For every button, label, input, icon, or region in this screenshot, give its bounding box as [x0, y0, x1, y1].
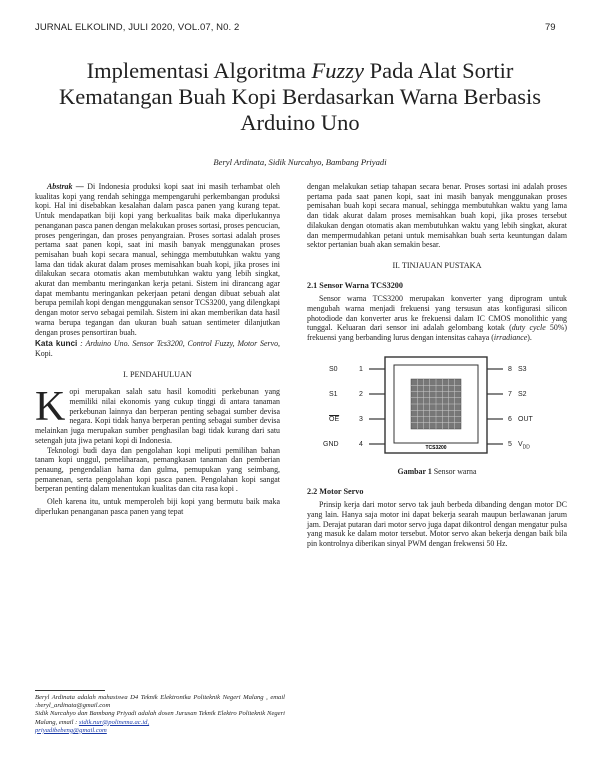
- email-link-1[interactable]: sidik.nur@polinema.ac.id,: [78, 718, 150, 726]
- pin-s2-label: S2: [518, 390, 527, 398]
- photodiode-array: [411, 379, 461, 429]
- pin-3-number: 3: [359, 415, 363, 423]
- footnote-line-1: Beryl Ardinata adalah mahasiswa D4 Teknik Elektronika Politeknik Negeri Malang , email :beryl_ardinata@gmail.com: [35, 694, 285, 710]
- footnote-line-2: Sidik Nurcahyo dan Bambang Priyadi adalah dosen Jurusan Teknik Elektro Politeknik Negeri Malang, email : sidik.nur@polinema.ac.id,: [35, 710, 285, 726]
- keywords: Kata kunci : Arduino Uno. Sensor Tcs3200, Control Fuzzy, Motor Servo, Kopi.: [35, 339, 280, 358]
- left-pin-leads: [369, 369, 385, 444]
- right-pin-leads: [487, 369, 503, 444]
- paper-title: Implementasi Algoritma Fuzzy Pada Alat Sortir Kematangan Buah Kopi Berdasarkan Warna Berbasis Arduino Uno: [59, 58, 541, 135]
- pin-2-number: 2: [359, 390, 363, 398]
- intro-continuation: dengan melakukan setiap tahapan secara benar. Proses sortasi ini adalah proses pertama pada saat panen kopi, saat ini masih banyak menggunakan proses pemisahan buah kopi secara manual, sehingga membutuhkan waktu yang lama dan tidak akurat dalam proses memisahkan buah kopi, jika proses tersebut dilakukan dengan otomatis akan membutuhkan waktu yang lebih singkat, akurat dan mempermudahkan petani untuk memisahkan buah serta keuntungan dalam sektor pertanian buah akan semakin besar.: [307, 182, 567, 250]
- pin-1-number: 1: [359, 365, 363, 373]
- pin-s3-label: S3: [518, 365, 527, 373]
- section-heading-tinjauan: II. TINJAUAN PUSTAKA: [392, 260, 482, 270]
- footnote-rule: [35, 690, 105, 691]
- pin-7-number: 7: [508, 390, 512, 398]
- pin-vdd-label: $V_{DD}$: [518, 440, 530, 451]
- pin-6-number: 6: [508, 415, 512, 423]
- pin-oe-label: $\overline{OE}$: [329, 415, 340, 423]
- abstract: Abstrak — Di Indonesia produksi kopi saat ini masih terhambat oleh kualitas kopi yang rendah sehingga mempengaruhi perkembangan produksi kopi. Hal ini disebabkan kesalahan dalam pasca panen yang kurang tepat. Untuk mendapatkan biji kopi yang berkualitas baik maka diperlukannya penanganan pasca panen dengan melakukan proses sortasi, proses pencucian, proses pengeringan, dan proses penyangraian. Proses sortasi adalah proses pertama saat panen kopi, saat ini masih banyak menggunakan proses pemisahan buah kopi secara manual, sehingga membutuhkan waktu yang lama dan tidak akurat dalam proses memisahkan buah kopi, jika proses ini dilakukan secara otomatis akan membutuhkan waktu yang lebih singkat, akurat dan membantu meringankan kerja petani. Sistem ini dirancang agar dapat membantu meringankan pekerjaan petani dengan dibuat sebuah alat berupa pemilah kopi dengan menggunakan sensor TCS3200, yang dilengkapi dengan motor servo sebagai pemilah. Sistem ini akan memberikan data hasil warna berupa tegangan dan ukuran buah satuan sentimeter dilanjutkan dengan proses pensortiran buah.: [35, 182, 280, 337]
- right-column: [307, 182, 567, 549]
- sensor-paragraph: Sensor warna TCS3200 merupakan konverter yang diprogram untuk mengubah warna menjadi frekuensi yang tersusun atas konfigurasi silicon photodiode dan konverter arus ke frekuensi dalam IC CMOS monolithic yang tunggal. Keluaran dari sensor ini adalah gelombang kotak (duty cycle 50%) frekuensi yang berbanding lurus dengan intensitas cahaya (irradiance).: [307, 294, 567, 343]
- figure-caption: Gambar 1 Sensor warna: [397, 466, 477, 476]
- pin-5-number: 5: [508, 440, 512, 448]
- journal-header: JURNAL ELKOLIND, JULI 2020, VOL.07, N0. 2: [35, 22, 240, 33]
- chip-label: TCS3200: [425, 444, 447, 451]
- pin-out-label: OUT: [518, 415, 533, 423]
- left-column: [35, 182, 280, 517]
- section-heading-pendahuluan: I. PENDAHULUAN: [123, 369, 192, 379]
- pin-gnd-label: GND: [323, 440, 339, 448]
- intro-paragraph-1: Kopi merupakan salah satu hasil komoditi perkebunan yang memiliki nilai ekonomis yang cukup tinggi di antara tanaman perkebunan lainnya dan berperan penting sebagai sumber devisa negara. Kopi tidak hanya berperan penting sebagai sumber devisa melainkan juga merupakan sumber penghasilan bagi tidak kurang dari satu setengah juta jiwa petani kopi di Indonesia.: [35, 384, 280, 445]
- pin-8-number: 8: [508, 365, 512, 373]
- servo-paragraph: Prinsip kerja dari motor servo tak jauh berbeda dibanding dengan motor DC yang lain. Hanya saja motor ini dapat bekerja searah maupun berlawanan jarum jam. Derajat putaran dari motor servo juga dapat dikontrol dengan mengatur pulsa yang masuk ke dalam motor tersebut. Motor servo akan bekerja dengan baik bila pin kontrolnya diberikan sinyal PWM dengan frekwensi 50 Hz.: [307, 500, 567, 549]
- subsection-heading-servo: 2.2 Motor Servo: [307, 486, 364, 496]
- pin-s1-label: S1: [329, 390, 338, 398]
- authors: Beryl Ardinata, Sidik Nurcahyo, Bambang Priyadi: [213, 157, 387, 167]
- page-number: 79: [545, 22, 556, 33]
- footnote: [35, 694, 285, 735]
- pin-4-number: 4: [359, 440, 363, 448]
- sensor-figure: [307, 351, 567, 463]
- email-link-2[interactable]: priyadibebeng@gmail.com: [35, 726, 107, 734]
- pin-s0-label: S0: [329, 365, 338, 373]
- intro-paragraph-3: Oleh karena itu, untuk memperoleh biji kopi yang bermutu baik maka diperlukan penanganan pasca panen yang tepat: [35, 497, 280, 516]
- intro-paragraph-2: Teknologi budi daya dan pengolahan kopi meliputi pemilihan bahan tanam kopi unggul, pemeliharaan, pemangkasan tanaman dan pemberian penaung, pengendalian hama dan gulma, pemupukan yang seimbang, pemanenan, serta pengolahan kopi pasca panen. Pengolahan kopi sangat berperan penting dalam menentukan kualitas dan cita rasa kopi .: [35, 445, 280, 494]
- subsection-heading-sensor: 2.1 Sensor Warna TCS3200: [307, 280, 403, 290]
- drop-cap: K: [35, 384, 66, 431]
